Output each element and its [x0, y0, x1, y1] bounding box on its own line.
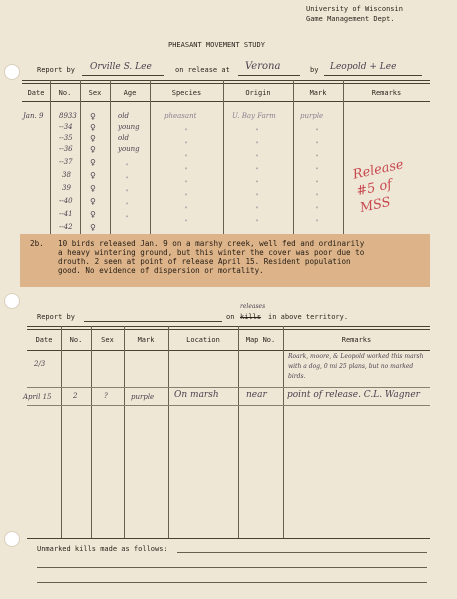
on-release-label: on release at: [175, 66, 230, 74]
typed-note: 10 birds released Jan. 9 on a marshy creek, well fed and ordinarily a heavy wintering ground, but this winter the cover was poor due to drouth. 2 seen at point of release April 15. Resident population good. No evidence of dispersion or mortality.: [58, 239, 365, 275]
bird-number: 38: [62, 171, 71, 179]
bird-sex: ♀: [90, 134, 96, 143]
department: Game Management Dept.: [306, 15, 395, 23]
punch-hole: [4, 293, 20, 309]
bird-number: --36: [59, 145, 73, 153]
kill-row-mark: purple: [131, 393, 155, 401]
kills-struck: kills: [240, 313, 262, 321]
kill-row-date: 2/3: [34, 360, 46, 368]
bird-age: young: [118, 123, 140, 131]
kill-col-header-no: No.: [69, 336, 83, 344]
bird-sex: ♀: [90, 223, 96, 232]
page-title: PHEASANT MOVEMENT STUDY: [168, 41, 265, 49]
bird-number: 8933: [59, 112, 77, 120]
release-annotation: Release #5 of MSS: [351, 157, 406, 216]
bird-number: --34: [59, 123, 73, 131]
bird-sex: ♀: [90, 112, 96, 121]
unmarked-kills-label: Unmarked kills made as follows:: [37, 545, 168, 553]
kill-col-header-map: Map No.: [245, 336, 276, 344]
ditto-marks: " " " " " " " ": [255, 128, 259, 226]
kill-col-header-mark: Mark: [137, 336, 155, 344]
in-territory-label: in above territory.: [268, 313, 349, 321]
kill-col-header-remarks: Remarks: [341, 336, 372, 344]
by-label: by: [310, 66, 319, 74]
bird-age: old: [118, 134, 129, 142]
report-by-label: Report by: [37, 66, 75, 74]
bird-age: young: [118, 145, 140, 153]
bird-sex: ♀: [90, 197, 96, 206]
kill-row-map: near: [246, 390, 267, 400]
bird-sex: ♀: [90, 145, 96, 154]
kill-col-header-sex: Sex: [101, 336, 114, 344]
kill-col-header-location: Location: [186, 336, 220, 344]
bird-sex: ♀: [90, 171, 96, 180]
col-header-sex: Sex: [88, 89, 102, 97]
col-header-date: Date: [27, 89, 45, 97]
bird-sex: ♀: [90, 123, 96, 132]
punch-hole: [4, 531, 20, 547]
col-header-mark: Mark: [309, 89, 327, 97]
kill-row-date: April 15: [23, 393, 52, 401]
kill-row-location: On marsh: [174, 390, 219, 400]
ditto-marks: " " " " " " " ": [315, 128, 319, 226]
bird-age: old: [118, 112, 129, 120]
bird-number: --42: [59, 223, 73, 231]
ditto-marks: " " " " " " " ": [184, 128, 188, 226]
kill-row-remarks: point of release. C.L. Wagner: [287, 390, 420, 400]
report-by-value: Orville S. Lee: [90, 62, 152, 72]
note-number: 2b.: [30, 239, 44, 248]
release-site: Verona: [245, 61, 281, 72]
col-header-species: Species: [171, 89, 202, 97]
kill-row-no: 2: [73, 392, 78, 400]
bird-number: --37: [59, 158, 73, 166]
col-header-remarks: Remarks: [371, 89, 402, 97]
bird-sex: ♀: [90, 184, 96, 193]
kill-row-sex: ?: [104, 392, 108, 400]
bird-number: --41: [59, 210, 73, 218]
bird-number: 39: [62, 184, 71, 192]
kill-row-remarks: Roark, moore, & Leopold worked this marsh with a dog, 0 mi 25 plans, but no marked birds.: [288, 353, 424, 380]
kill-col-header-date: Date: [35, 336, 53, 344]
punch-hole: [4, 64, 20, 80]
kills-correction: releases: [240, 303, 266, 310]
bird-sex: ♀: [90, 210, 96, 219]
release-date: Jan. 9: [23, 112, 44, 120]
kill-report-by-label: Report by: [37, 313, 75, 321]
bird-sex: ♀: [90, 158, 96, 167]
bird-number: --35: [59, 134, 73, 142]
col-header-origin: Origin: [245, 89, 271, 97]
col-header-age: Age: [123, 89, 137, 97]
kill-on-label: on: [226, 313, 235, 321]
mark: purple: [300, 112, 324, 120]
bird-number: --40: [59, 197, 73, 205]
species: pheasant: [164, 112, 197, 120]
col-header-no: No.: [58, 89, 72, 97]
institution: University of Wisconsin: [306, 5, 403, 13]
origin: U. Bay Farm: [232, 112, 276, 120]
by-value: Leopold + Lee: [330, 62, 397, 72]
ditto-marks: " " " " ": [125, 163, 129, 222]
